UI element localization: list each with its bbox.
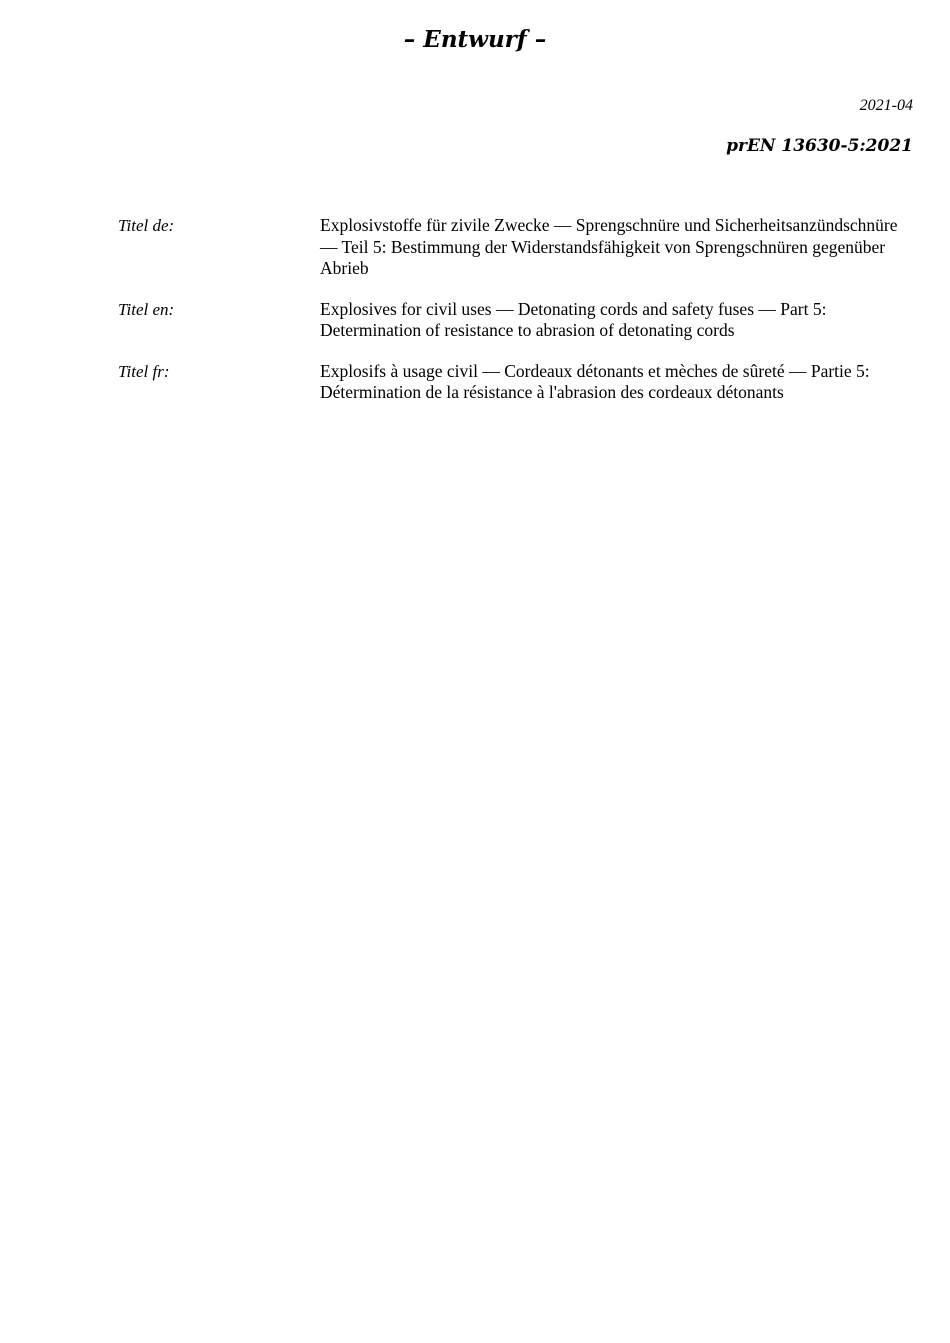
title-row-de (118, 215, 918, 280)
titles-section (118, 215, 918, 423)
draft-heading: – Entwurf – (403, 26, 547, 53)
title-text-de: Explosivstoffe für zivile Zwecke — Sprengschnüre und Sicherheitsanzündschnüre — Teil 5: Bestimmung der Widerstandsfähigkeit von Sprengschnüren gegenüber Abrieb (320, 215, 898, 278)
title-text-en: Explosives for civil uses — Detonating cords and safety fuses — Part 5: Determination of resistance to abrasion of detonating cords (320, 298, 827, 340)
document-number: prEN 13630-5:2021 (726, 136, 913, 156)
document-date: 2021-04 (859, 97, 913, 114)
title-text-fr: Explosifs à usage civil — Cordeaux détonants et mèches de sûreté — Partie 5: Détermination de la résistance à l'abrasion des cordeaux détonants (320, 360, 870, 402)
title-row-en (118, 299, 918, 342)
title-label-en: Titel en: (118, 299, 175, 319)
title-label-de: Titel de: (118, 216, 175, 235)
title-label-fr: Titel fr: (118, 361, 170, 381)
title-row-fr (118, 361, 918, 404)
